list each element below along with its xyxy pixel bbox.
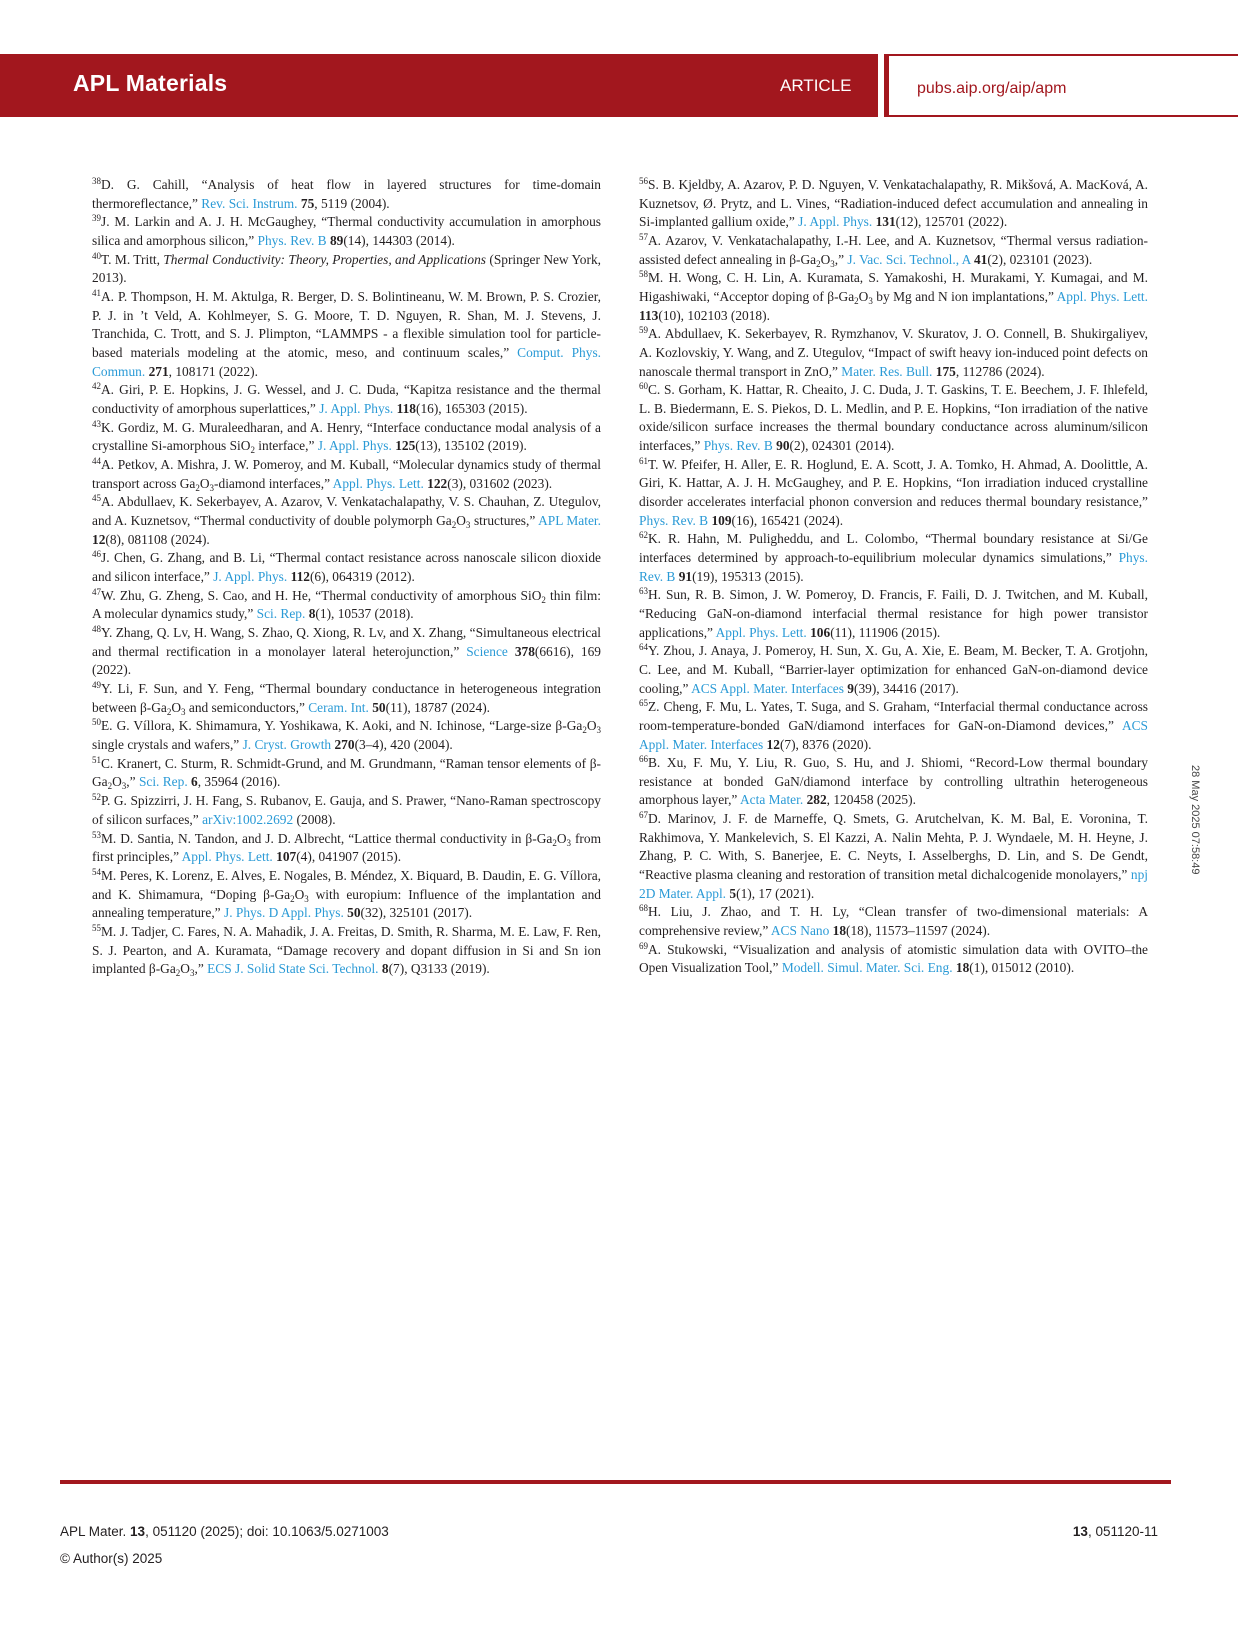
reference-43: $^{43}$K. Gordiz, M. G. Muraleedharan, and A. Henry, “Interface conductance modal analysis of a crystalline Si-amorphous SiO$_2$ interface,” J. Appl. Phys. 125(13), 135102 (2019).: [92, 418, 601, 456]
reference-number: 49: [92, 680, 101, 691]
reference-number: 45: [92, 493, 101, 504]
reference-59: $^{59}$A. Abdullaev, K. Sekerbayev, R. Rymzhanov, V. Skuratov, J. O. Connell, B. Shukirgaliyev, A. Kozlovskiy, Y. Wang, and Z. Utegulov, “Impact of swift heavy ion-induced point defects on nanoscale thermal transport in ZnO,” Mater. Res. Bull. 175, 112786 (2024).: [639, 325, 1148, 379]
reference-63: $^{63}$H. Sun, R. B. Simon, J. W. Pomeroy, D. Francis, F. Faili, D. J. Twitchen, and M. Kuball, “Reducing GaN-on-diamond interfacial thermal resistance for high power transistor applications,” Appl. Phys. Lett. 106(11), 111906 (2015).: [639, 586, 1148, 640]
reference-number: 56: [639, 176, 648, 186]
journal-url-link[interactable]: pubs.aip.org/aip/apm: [917, 80, 1067, 97]
reference-38: $^{38}$D. G. Cahill, “Analysis of heat flow in layered structures for time-domain thermoreflectance,” Rev. Sci. Instrum. 75, 5119 (2004).: [92, 176, 601, 211]
reference-51: $^{51}$C. Kranert, C. Sturm, R. Schmidt-Grund, and M. Grundmann, “Raman tensor elements of $\beta-Ga_2O_3$,” Sci. Rep. 6, 35964 (2016).: [92, 754, 601, 792]
journal-link[interactable]: J. Cryst. Growth: [242, 737, 332, 753]
journal-link[interactable]: Mater. Res. Bull.: [841, 363, 933, 379]
reference-number: 50: [92, 717, 101, 728]
journal-link[interactable]: J. Phys. D Appl. Phys.: [223, 905, 344, 921]
journal-link[interactable]: Modell. Simul. Mater. Sci. Eng.: [781, 960, 953, 976]
journal-link[interactable]: J. Appl. Phys.: [319, 400, 394, 416]
journal-link[interactable]: J. Appl. Phys.: [213, 568, 288, 584]
reference-number: 67: [639, 810, 648, 821]
journal-link[interactable]: APL Mater.: [538, 513, 601, 528]
reference-50: $^{50}$E. G. Víllora, K. Shimamura, Y. Yoshikawa, K. Aoki, and N. Ichinose, “Large-size $\beta-Ga_2O_3$ single crystals and wafers,” J. Cryst. Growth 270(3–4), 420 (2004).: [92, 717, 601, 753]
journal-link[interactable]: Sci. Rep.: [138, 774, 188, 790]
journal-link[interactable]: Appl. Phys. Lett.: [1056, 288, 1148, 304]
reference-number: 64: [639, 642, 648, 653]
reference-62: $^{62}$K. R. Hahn, M. Puligheddu, and L. Colombo, “Thermal boundary resistance at Si/Ge interfaces determined by approach-to-equilibrium molecular dynamics simulations,” Phys. Rev. B 91(19), 195313 (2015).: [639, 530, 1148, 584]
journal-link[interactable]: J. Appl. Phys.: [798, 214, 873, 230]
reference-number: 54: [92, 866, 101, 877]
reference-number: 68: [639, 903, 648, 914]
reference-54: $^{54}$M. Peres, K. Lorenz, E. Alves, E. Nogales, B. Méndez, X. Biquard, B. Daudin, E. G. Víllora, and K. Shimamura, “Doping $\beta-Ga_2O_3$ with europium: Influence of the implantation and annealing temperature,” J. Phys. D Appl. Phys. 50(32), 325101 (2017).: [92, 866, 602, 921]
reference-47: $^{47}$W. Zhu, G. Zheng, S. Cao, and H. He, “Thermal conductivity of amorphous SiO$_2$ thin film: A molecular dynamics study,” Sci. Rep. 8(1), 10537 (2018).: [92, 586, 601, 622]
journal-link[interactable]: Science: [466, 643, 508, 659]
journal-title: APL Materials: [73, 70, 228, 96]
reference-number: 42: [92, 381, 101, 392]
reference-69: $^{69}$A. Stukowski, “Visualization and analysis of atomistic simulation data with OVITO–the Open Visualization Tool,” Modell. Simul. Mater. Sci. Eng. 18(1), 015012 (2010).: [639, 940, 1148, 976]
reference-number: 55: [92, 922, 101, 933]
reference-number: 48: [92, 624, 101, 635]
journal-link[interactable]: Phys. Rev. B: [639, 512, 709, 528]
reference-number: 65: [639, 698, 648, 709]
journal-link[interactable]: npj 2D Mater. Appl.: [639, 867, 1148, 901]
journal-link[interactable]: Appl. Phys. Lett.: [332, 475, 424, 491]
reference-number: 40: [92, 250, 101, 261]
reference-number: 60: [639, 381, 648, 392]
references-left-column: [92, 176, 601, 979]
footer-rule: [60, 1480, 1171, 1484]
reference-68: $^{68}$H. Liu, J. Zhao, and T. H. Ly, “Clean transfer of two-dimensional materials: A comprehensive review,” ACS Nano 18(18), 11573–11597 (2024).: [639, 903, 1148, 938]
journal-link[interactable]: Phys. Rev. B: [257, 232, 327, 248]
reference-number: 39: [92, 213, 101, 224]
reference-52: $^{52}$P. G. Spizzirri, J. H. Fang, S. Rubanov, E. Gauja, and S. Prawer, “Nano-Raman spectroscopy of silicon surfaces,” arXiv:1002.2692 (2008).: [92, 792, 601, 827]
journal-link[interactable]: arXiv:1002.2692: [202, 811, 294, 827]
journal-link[interactable]: Appl. Phys. Lett.: [715, 624, 807, 640]
footer-page-number: 13, 051120-11: [1072, 1524, 1158, 1539]
section-label: ARTICLE: [780, 76, 852, 95]
reference-number: 43: [92, 418, 101, 429]
reference-number: 66: [639, 754, 648, 765]
references-right-column: [639, 176, 1148, 978]
reference-58: $^{58}$M. H. Wong, C. H. Lin, A. Kuramata, S. Yamakoshi, H. Murakami, Y. Kumagai, and M. Higashiwaki, “Acceptor doping of $\beta-Ga_2O_3$ by Mg and N ion implantations,” Appl. Phys. Lett. 113(10), 102103 (2018).: [639, 269, 1148, 323]
footer-citation: APL Mater. 13, 051120 (2025); doi: 10.1063/5.0271003: [60, 1524, 389, 1539]
journal-link[interactable]: Sci. Rep.: [256, 606, 306, 622]
reference-number: 61: [639, 455, 648, 466]
journal-link[interactable]: Acta Mater.: [739, 792, 804, 808]
reference-number: 47: [92, 586, 101, 597]
journal-link[interactable]: Phys. Rev. B: [703, 438, 773, 454]
reference-39: $^{39}$J. M. Larkin and A. J. H. McGaughey, “Thermal conductivity accumulation in amorphous silica and amorphous silicon,” Phys. Rev. B 89(14), 144303 (2014).: [92, 213, 601, 248]
reference-number: 52: [92, 792, 101, 803]
journal-link[interactable]: ACS Appl. Mater. Interfaces: [691, 680, 844, 696]
reference-65: $^{65}$Z. Cheng, F. Mu, L. Yates, T. Suga, and S. Graham, “Interfacial thermal conductance across room-temperature-bonded GaN/diamond interfaces for GaN-on-Diamond devices,” ACS Appl. Mater. Interfaces 12(7), 8376 (2020).: [639, 698, 1148, 752]
reference-44: $^{44}$A. Petkov, A. Mishra, J. W. Pomeroy, and M. Kuball, “Molecular dynamics study of thermal transport across $Ga_2O_3$-diamond interfaces,” Appl. Phys. Lett. 122(3), 031602 (2023).: [92, 456, 601, 493]
reference-number: 51: [92, 754, 101, 765]
reference-number: 58: [639, 269, 648, 280]
reference-45: $^{45}$A. Abdullaev, K. Sekerbayev, A. Azarov, V. Venkatachalapathy, V. S. Chauhan, Z. Utegulov, and A. Kuznetsov, “Thermal conductivity of double polymorph $Ga_2O_3$ structures,” APL Mater. 12(8), 081108 (2024).: [92, 493, 601, 547]
reference-64: $^{64}$Y. Zhou, J. Anaya, J. Pomeroy, H. Sun, X. Gu, A. Xie, E. Beam, M. Becker, T. A. Grotjohn, C. Lee, and M. Kuball, “Barrier-layer optimization for enhanced GaN-on-diamond device cooling,” ACS Appl. Mater. Interfaces 9(39), 34416 (2017).: [639, 642, 1148, 696]
reference-48: $^{48}$Y. Zhang, Q. Lv, H. Wang, S. Zhao, Q. Xiong, R. Lv, and X. Zhang, “Simultaneous electrical and thermal rectification in a monolayer lateral heterojunction,” Science 378(6616), 169 (2022).: [92, 624, 601, 678]
reference-number: 46: [92, 549, 101, 560]
reference-number: 44: [92, 456, 101, 467]
reference-40: $^{40}$T. M. Tritt, Thermal Conductivity: Theory, Properties, and Applications (Springer New York, 2013).: [92, 250, 602, 286]
reference-56: $^{56}$S. B. Kjeldby, A. Azarov, P. D. Nguyen, V. Venkatachalapathy, R. Mikšová, A. MacKová, A. Kuznetsov, Ø. Prytz, and L. Vines, “Radiation-induced defect accumulation and annealing in Si-implanted gallium oxide,” J. Appl. Phys. 131(12), 125701 (2022).: [639, 176, 1148, 230]
footer-copyright: © Author(s) 2025: [60, 1551, 163, 1566]
reference-49: $^{49}$Y. Li, F. Sun, and Y. Feng, “Thermal boundary conductance in heterogeneous integration between $\beta-Ga_2O_3$ and semiconductors,” Ceram. Int. 50(11), 18787 (2024).: [92, 680, 601, 717]
reference-67: $^{67}$D. Marinov, J. F. de Marneffe, Q. Smets, G. Arutchelvan, K. M. Bal, E. Voronina, T. Rakhimova, Y. Mankelevich, S. El Kazzi, A. Nalin Mehta, P. J. Wyndaele, M. H. Heyne, J. Zhang, P. C. With, S. Banerjee, E. C. Neyts, I. Asselberghs, D. Lin, and S. De Gendt, “Reactive plasma cleaning and restoration of transition metal dichalcogenide monolayers,” npj 2D Mater. Appl. 5(1), 17 (2021).: [639, 810, 1148, 901]
reference-number: 38: [92, 176, 101, 186]
download-timestamp: 28 May 2025 07:58:49: [1189, 765, 1201, 875]
reference-57: $^{57}$A. Azarov, V. Venkatachalapathy, I.-H. Lee, and A. Kuznetsov, “Thermal versus radiation-assisted defect annealing in $\beta-Ga_2O_3$,” J. Vac. Sci. Technol., A 41(2), 023101 (2023).: [639, 231, 1148, 269]
reference-number: 62: [639, 530, 648, 541]
journal-link[interactable]: J. Appl. Phys.: [317, 438, 392, 454]
journal-link[interactable]: Comput. Phys. Commun.: [92, 344, 602, 379]
reference-42: $^{42}$A. Giri, P. E. Hopkins, J. G. Wessel, and J. C. Duda, “Kapitza resistance and the thermal conductivity of amorphous superlattices,” J. Appl. Phys. 118(16), 165303 (2015).: [92, 381, 601, 416]
journal-link[interactable]: Phys. Rev. B: [639, 550, 1148, 584]
journal-link[interactable]: ECS J. Solid State Sci. Technol.: [207, 961, 379, 977]
reference-60: $^{60}$C. S. Gorham, K. Hattar, R. Cheaito, J. C. Duda, J. T. Gaskins, T. E. Beechem, J. F. Ihlefeld, L. B. Biedermann, E. S. Piekos, D. L. Medlin, and P. E. Hopkins, “Ion irradiation of the native oxide/silicon surface increases the thermal boundary conductance across aluminum/silicon interfaces,” Phys. Rev. B 90(2), 024301 (2014).: [639, 381, 1148, 454]
journal-link[interactable]: J. Vac. Sci. Technol., A: [847, 251, 971, 267]
reference-46: $^{46}$J. Chen, G. Zhang, and B. Li, “Thermal contact resistance across nanoscale silicon dioxide and silicon interface,” J. Appl. Phys. 112(6), 064319 (2012).: [92, 549, 601, 584]
reference-41: $^{41}$A. P. Thompson, H. M. Aktulga, R. Berger, D. S. Bolintineanu, W. M. Brown, P. S. Crozier, P. J. in ’t Veld, A. Kohlmeyer, S. G. Moore, T. D. Nguyen, R. Shan, M. J. Stevens, J. Tranchida, C. Trott, and S. J. Plimpton, “LAMMPS - a flexible simulation tool for particle-based materials modeling at the atomic, meso, and continuum scales,” Comput. Phys. Commun. 271, 108171 (2022).: [92, 288, 602, 379]
journal-link[interactable]: Rev. Sci. Instrum.: [201, 195, 298, 211]
journal-link[interactable]: ACS Nano: [770, 923, 830, 938]
reference-number: 59: [639, 325, 648, 336]
reference-number: 53: [92, 829, 101, 840]
journal-link[interactable]: Appl. Phys. Lett.: [181, 849, 273, 865]
journal-link[interactable]: Ceram. Int.: [308, 699, 369, 715]
reference-61: $^{61}$T. W. Pfeifer, H. Aller, E. R. Hoglund, E. A. Scott, J. A. Tomko, H. Ahmad, A. Doolittle, A. Giri, K. Hattar, A. J. H. McGaughey, and P. E. Hopkins, “Ion irradiation induced crystalline disorder accelerates interfacial phonon conversion and reduces thermal boundary resistance,” Phys. Rev. B 109(16), 165421 (2024).: [639, 455, 1148, 528]
reference-number: 41: [92, 288, 101, 299]
reference-53: $^{53}$M. D. Santia, N. Tandon, and J. D. Albrecht, “Lattice thermal conductivity in $\beta-Ga_2O_3$ from first principles,” Appl. Phys. Lett. 107(4), 041907 (2015).: [92, 829, 601, 865]
reference-number: 63: [639, 586, 648, 597]
reference-55: $^{55}$M. J. Tadjer, C. Fares, N. A. Mahadik, J. A. Freitas, D. Smith, R. Sharma, M. E. Law, F. Ren, S. J. Pearton, and A. Kuramata, “Damage recovery and dopant diffusion in Si and Sn ion implanted $\beta-Ga_2O_3$,” ECS J. Solid State Sci. Technol. 8(7), Q3133 (2019).: [92, 922, 601, 979]
journal-link[interactable]: ACS Appl. Mater. Interfaces: [639, 717, 1148, 752]
reference-number: 69: [639, 940, 648, 951]
reference-66: $^{66}$B. Xu, F. Mu, Y. Liu, R. Guo, S. Hu, and J. Shiomi, “Record-Low thermal boundary resistance at bonded GaN/diamond interface by controlling ultrathin heterogeneous amorphous layer,” Acta Mater. 282, 120458 (2025).: [639, 754, 1148, 808]
reference-number: 57: [639, 231, 648, 242]
